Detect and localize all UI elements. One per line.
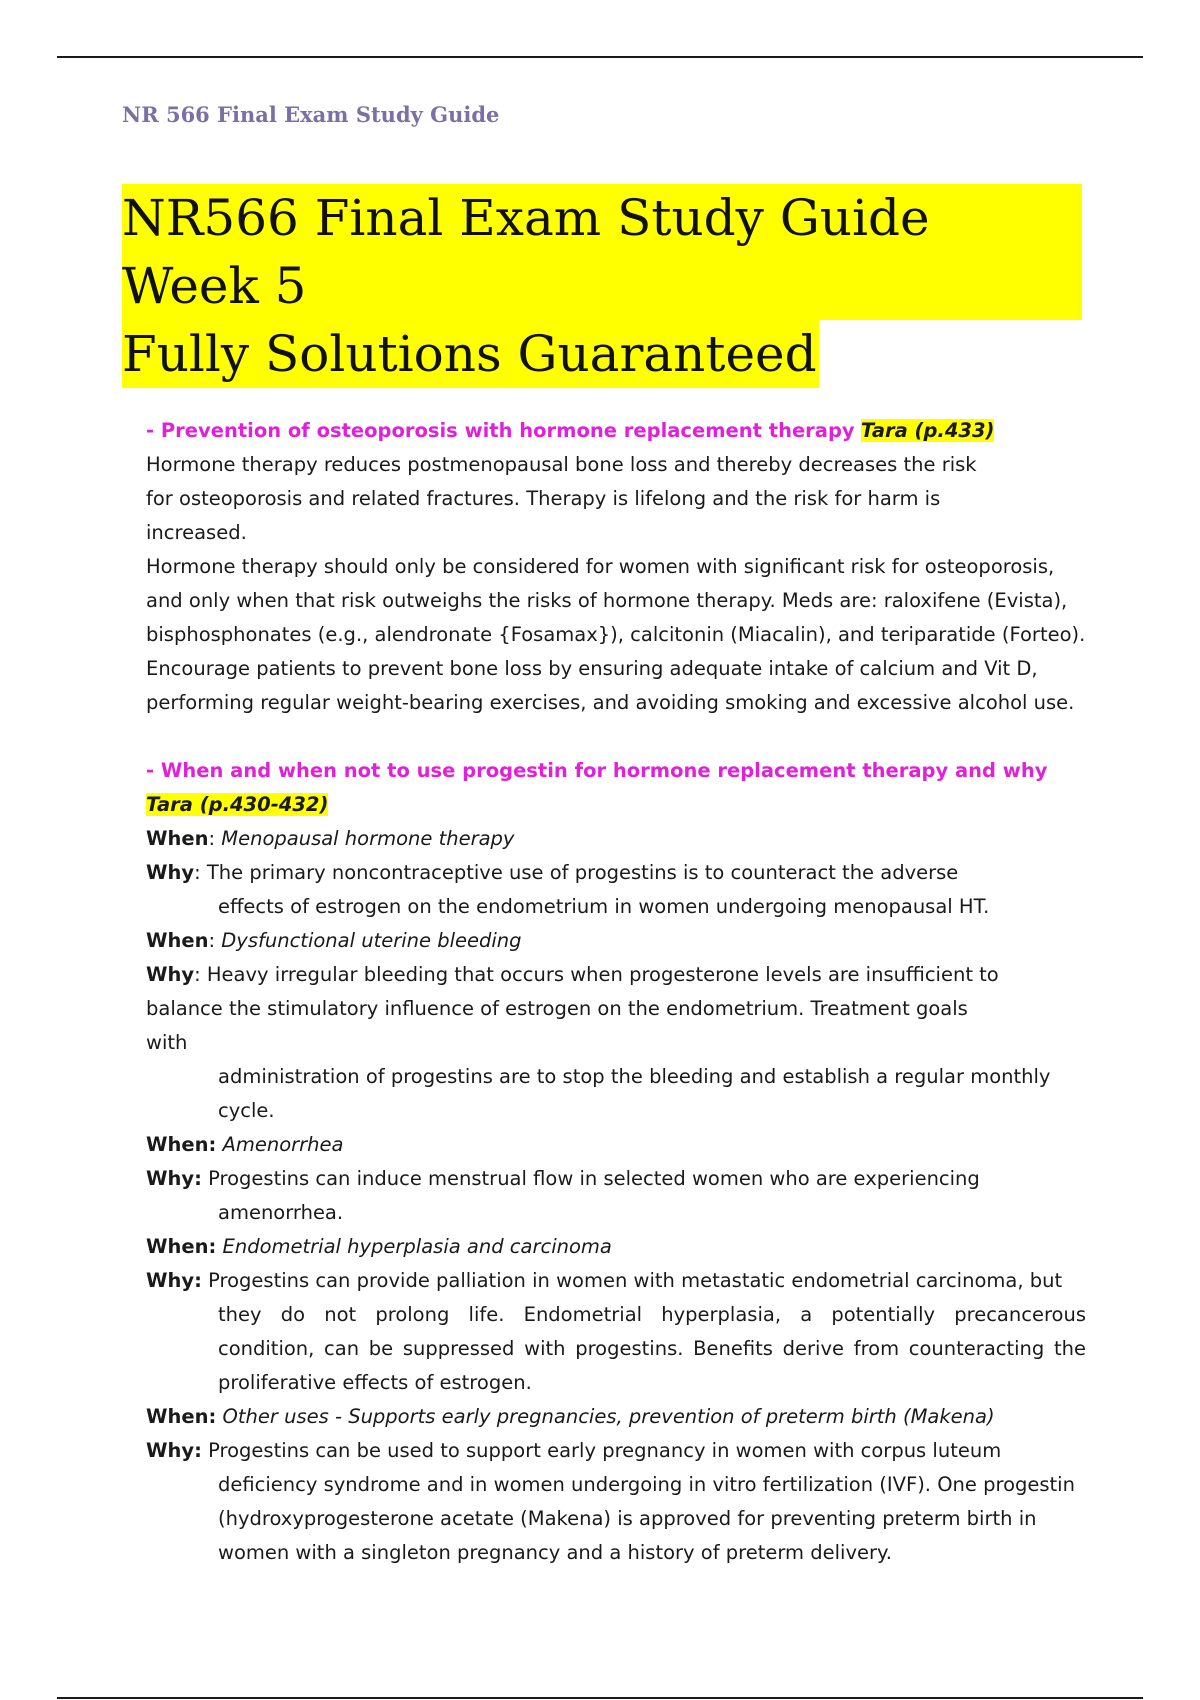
why-continuation: (hydroxyprogesterone acetate (Makena) is approved for preventing preterm birth in xyxy=(218,1507,1037,1530)
section2-reference: Tara (p.430-432) xyxy=(146,793,329,816)
when-line: When: Dysfunctional uterine bleeding xyxy=(146,929,522,952)
when-value: Amenorrhea xyxy=(222,1133,344,1156)
when-value: Menopausal hormone therapy xyxy=(221,827,515,850)
why-value: The primary noncontraceptive use of progestins is to counteract the adverse xyxy=(206,861,959,884)
section1-line: increased. xyxy=(146,521,247,544)
why-value: Progestins can be used to support early pregnancy in women with corpus luteum xyxy=(208,1439,1002,1462)
section1-line: Hormone therapy reduces postmenopausal bone loss and thereby decreases the risk xyxy=(146,453,977,476)
why-continuation: effects of estrogen on the endometrium in women undergoing menopausal HT. xyxy=(218,895,990,918)
when-label: When xyxy=(146,929,209,952)
why-continuation: condition, can be suppressed with progestins. Benefits derive from counteracting the xyxy=(218,1337,1086,1360)
when-line xyxy=(146,1128,1086,1162)
when-value: Other uses - Supports early pregnancies, prevention of preterm birth (Makena) xyxy=(222,1405,995,1428)
why-continuation-flush: with xyxy=(146,1031,188,1054)
why-line xyxy=(146,1434,1086,1468)
section1-line: Hormone therapy should only be considered for women with significant risk for osteoporosis, xyxy=(146,555,1055,578)
why-continuation: deficiency syndrome and in women undergoing in vitro fertilization (IVF). One progestin xyxy=(218,1473,1075,1496)
why-continuation: cycle. xyxy=(218,1099,275,1122)
section2-reference-line xyxy=(146,788,1086,822)
section1-line: performing regular weight-bearing exercises, and avoiding smoking and excessive alcohol use. xyxy=(146,691,1075,714)
why-line: Why: Heavy irregular bleeding that occurs when progesterone levels are insufficient to xyxy=(146,963,999,986)
why-value: Progestins can provide palliation in women with metastatic endometrial carcinoma, but xyxy=(208,1269,1063,1292)
document-title xyxy=(122,184,1082,388)
why-continuation: proliferative effects of estrogen. xyxy=(218,1371,532,1394)
why-line xyxy=(146,1162,1086,1196)
section1-question: - Prevention of osteoporosis with hormone replacement therapy xyxy=(146,419,855,442)
when-label: When: xyxy=(146,1235,217,1258)
why-continuation: they do not prolong life. Endometrial hyperplasia, a potentially precancerous xyxy=(218,1303,1086,1326)
when-label: When xyxy=(146,827,209,850)
title-line-2: Fully Solutions Guaranteed xyxy=(122,320,819,388)
why-value: Progestins can induce menstrual flow in selected women who are experiencing xyxy=(208,1167,980,1190)
section1-line: for osteoporosis and related fractures. Therapy is lifelong and the risk for harm is xyxy=(146,487,941,510)
why-line: Why: The primary noncontraceptive use of progestins is to counteract the adverse xyxy=(146,861,959,884)
document-body xyxy=(146,414,1086,1570)
why-continuation-flush: balance the stimulatory influence of estrogen on the endometrium. Treatment goals xyxy=(146,997,968,1020)
title-line-1: NR566 Final Exam Study Guide Week 5 xyxy=(122,184,1082,320)
section1-line: and only when that risk outweighs the risks of hormone therapy. Meds are: raloxifene (Evista), xyxy=(146,589,1068,612)
section1-heading xyxy=(146,414,1086,448)
when-label: When: xyxy=(146,1405,217,1428)
why-value: Heavy irregular bleeding that occurs when progesterone levels are insufficient to xyxy=(206,963,999,986)
why-label: Why: xyxy=(146,1269,202,1292)
bottom-rule xyxy=(57,1697,1143,1699)
why-label: Why: xyxy=(146,1167,202,1190)
when-line: When: Menopausal hormone therapy xyxy=(146,827,515,850)
why-label: Why xyxy=(146,963,195,986)
when-line xyxy=(146,1400,1086,1434)
when-label: When: xyxy=(146,1133,217,1156)
section1-line: Encourage patients to prevent bone loss by ensuring adequate intake of calcium and Vit D, xyxy=(146,657,1038,680)
why-continuation: women with a singleton pregnancy and a history of preterm delivery. xyxy=(218,1541,892,1564)
when-value: Endometrial hyperplasia and carcinoma xyxy=(222,1235,612,1258)
top-rule xyxy=(57,56,1143,58)
why-continuation: amenorrhea. xyxy=(218,1201,344,1224)
running-head: NR 566 Final Exam Study Guide xyxy=(122,102,500,127)
why-label: Why: xyxy=(146,1439,202,1462)
why-label: Why xyxy=(146,861,195,884)
section1-reference: Tara (p.433) xyxy=(860,419,995,442)
why-continuation: administration of progestins are to stop the bleeding and establish a regular monthly xyxy=(218,1065,1051,1088)
section1-line: bisphosphonates (e.g., alendronate {Fosamax}), calcitonin (Miacalin), and teriparatide (Forteo). xyxy=(146,623,1086,646)
why-line xyxy=(146,1264,1086,1298)
section2-question: - When and when not to use progestin for hormone replacement therapy and why xyxy=(146,759,1048,782)
when-line xyxy=(146,1230,1086,1264)
section-gap xyxy=(146,720,1086,754)
when-value: Dysfunctional uterine bleeding xyxy=(221,929,522,952)
